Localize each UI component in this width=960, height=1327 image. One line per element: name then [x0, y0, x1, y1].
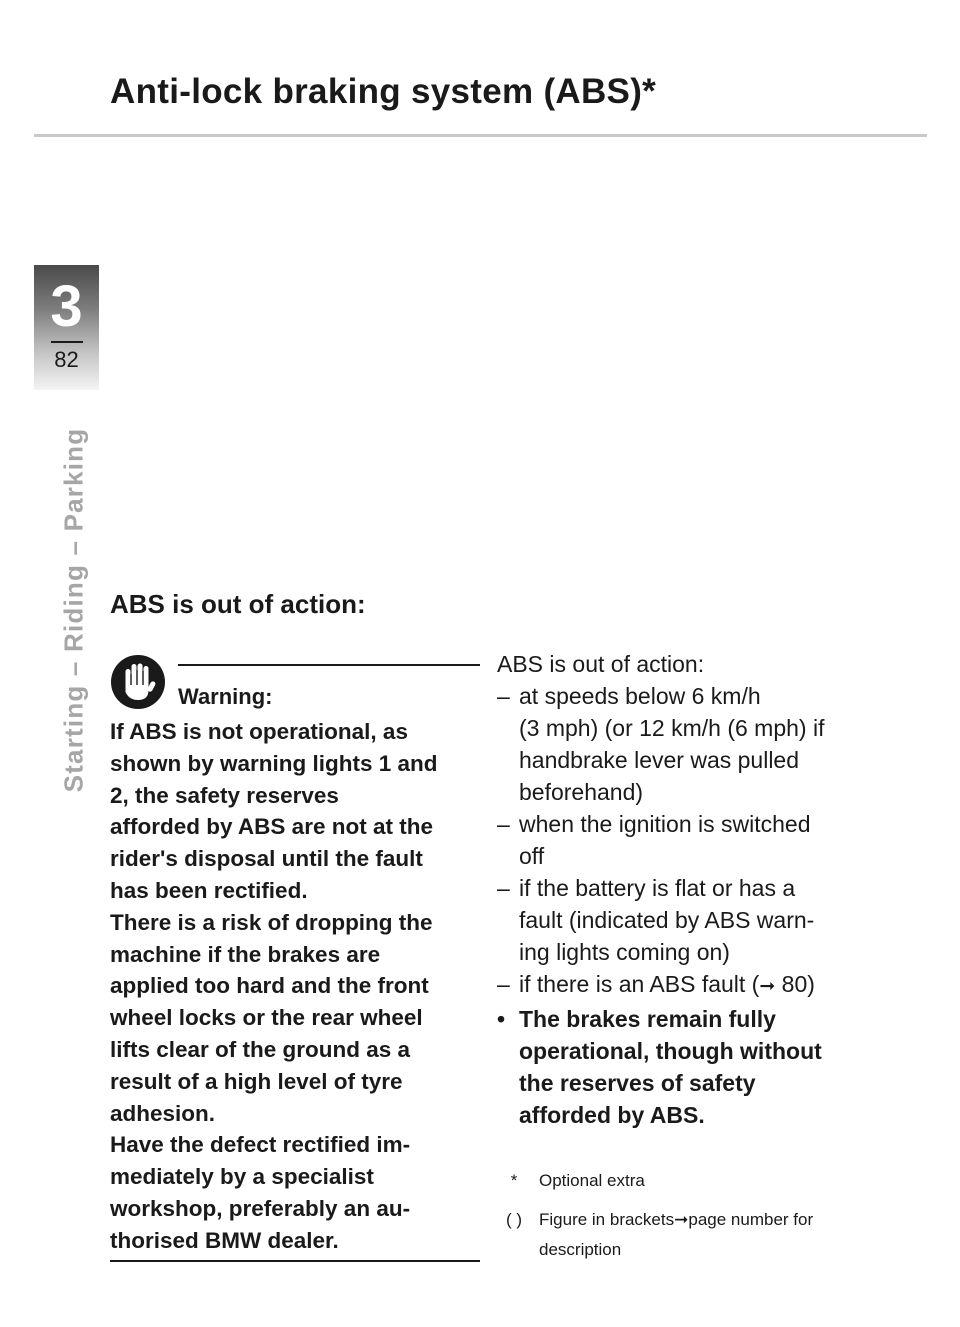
arrow-right-icon: ➞ — [759, 976, 776, 997]
page-number: 82 — [54, 347, 79, 372]
dash-marker: – — [497, 875, 510, 901]
condition-text: if there is an ABS fault ( — [519, 971, 760, 997]
footnote-text: description — [539, 1240, 622, 1259]
hand-stop-icon — [110, 654, 166, 710]
warning-line: adhesion. — [110, 1100, 216, 1126]
title-divider — [34, 134, 927, 137]
warning-line: There is a risk of dropping the — [110, 909, 433, 935]
list-item — [497, 968, 872, 1003]
footnote-figure — [497, 1205, 877, 1265]
condition-line: (3 mph) (or 12 km/h (6 mph) if — [519, 715, 825, 741]
condition-line: beforehand) — [519, 779, 644, 805]
conditions-list — [497, 680, 872, 1003]
bullet-marker: • — [497, 1006, 506, 1032]
note-line: operational, though without — [519, 1038, 822, 1064]
bold-note — [497, 1003, 872, 1131]
footnote-marker: * — [510, 1171, 518, 1190]
condition-line: fault (indicated by ABS warn- — [519, 907, 815, 933]
footnote-optional — [497, 1166, 877, 1196]
warning-line: lifts clear of the ground as a — [110, 1036, 411, 1062]
conditions-column — [497, 648, 872, 1131]
list-item — [497, 808, 872, 872]
list-item — [497, 872, 872, 968]
dash-marker: – — [497, 683, 510, 709]
footnote-text: Figure in brackets — [539, 1210, 675, 1229]
warning-line: workshop, preferably an au- — [110, 1195, 411, 1221]
warning-line: afforded by ABS are not at the — [110, 814, 433, 840]
warning-line: applied too hard and the front — [110, 973, 429, 999]
arrow-right-icon: ➞ — [674, 1210, 689, 1229]
warning-title: Warning: — [178, 684, 273, 709]
warning-line: rider's disposal until the fault — [110, 846, 423, 872]
note-line: afforded by ABS. — [519, 1102, 705, 1128]
condition-line: at speeds below 6 km/h — [519, 683, 761, 709]
note-line: The brakes remain fully — [519, 1006, 776, 1032]
section-heading: ABS is out of action: — [110, 589, 366, 619]
warning-line: thorised BMW dealer. — [110, 1227, 339, 1253]
list-item — [497, 680, 872, 808]
footnotes — [497, 1166, 877, 1265]
condition-line: when the ignition is switched — [519, 811, 811, 837]
warning-text — [110, 716, 480, 1257]
page-reference: 80) — [775, 971, 815, 997]
chapter-divider — [51, 341, 83, 343]
chapter-tab — [34, 265, 99, 390]
warning-line: mediately by a specialist — [110, 1164, 374, 1190]
warning-line: machine if the brakes are — [110, 941, 381, 967]
warning-line: result of a high level of tyre — [110, 1068, 403, 1094]
warning-line: wheel locks or the rear wheel — [110, 1005, 423, 1031]
condition-line: if the battery is flat or has a — [519, 875, 796, 901]
footnote-marker: ( ) — [505, 1210, 523, 1229]
condition-line: handbrake lever was pulled — [519, 747, 800, 773]
dash-marker: – — [497, 811, 510, 837]
warning-line: Have the defect rectified im- — [110, 1132, 411, 1158]
warning-line: has been rectified. — [110, 877, 308, 903]
page-title: Anti-lock braking system (ABS)* — [110, 72, 657, 111]
chapter-number: 3 — [50, 274, 83, 339]
note-line: the reserves of safety — [519, 1070, 756, 1096]
warning-line: shown by warning lights 1 and — [110, 750, 438, 776]
warning-bottom-rule — [110, 1260, 480, 1262]
warning-line: If ABS is not operational, as — [110, 719, 408, 744]
condition-line: off — [519, 843, 545, 869]
warning-top-rule — [178, 664, 480, 666]
footnote-text: page number for — [688, 1210, 814, 1229]
condition-line: ing lights coming on) — [519, 939, 730, 965]
footnote-text: Optional extra — [539, 1171, 645, 1190]
conditions-intro: ABS is out of action: — [497, 651, 705, 677]
warning-line: 2, the safety reserves — [110, 782, 339, 808]
chapter-side-label: Starting – Riding – Parking — [58, 427, 89, 793]
dash-marker: – — [497, 971, 510, 997]
